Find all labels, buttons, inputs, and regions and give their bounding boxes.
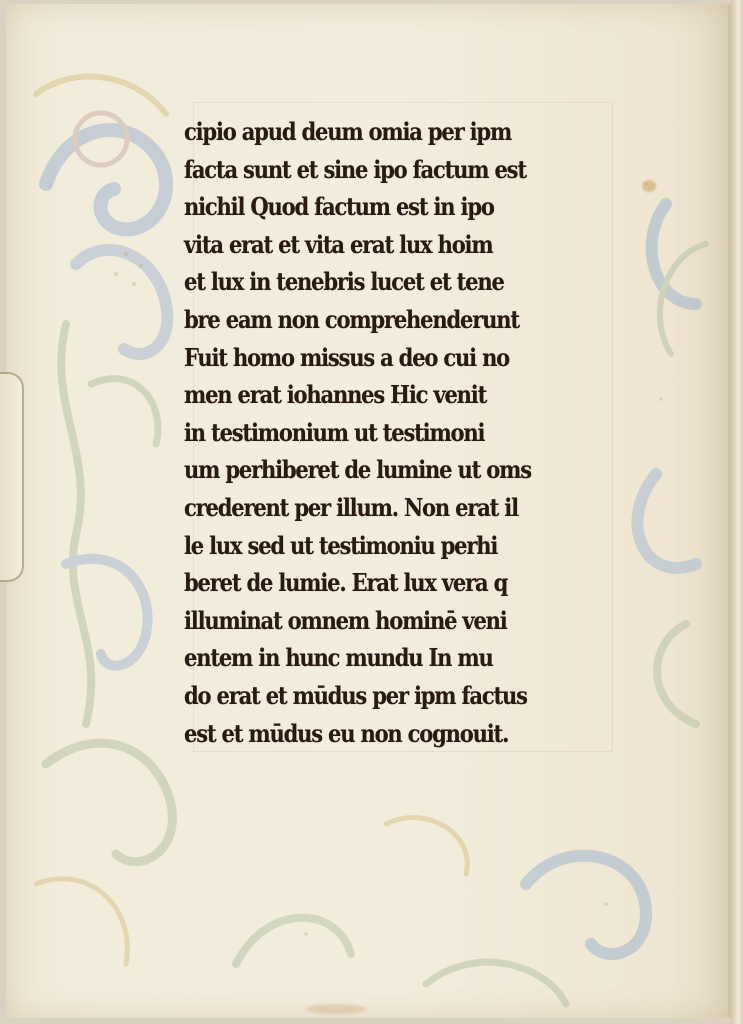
text-line: le lux sed ut testimoniu perhi: [184, 530, 498, 560]
text-line: cipio apud deum omia per ipm: [184, 117, 512, 146]
text-line: beret de lumie. Erat lux vera q: [184, 568, 508, 598]
text-line: vita erat et vita erat lux hoim: [184, 229, 493, 259]
text-line: crederent per illum. Non erat il: [184, 492, 518, 522]
text-line: est et mūdus eu non cognouit.: [184, 718, 509, 748]
binding-tab: [0, 372, 24, 582]
text-line: do erat et mūdus per ipm factus: [184, 680, 527, 710]
text-line: nichil Quod factum est in ipo: [184, 192, 494, 222]
next-page-edge: [731, 0, 743, 1024]
foxing-stain: [306, 1004, 366, 1014]
manuscript-text-block: [184, 113, 614, 752]
text-line: bre eam non comprehenderunt: [184, 304, 519, 334]
text-line: et lux in tenebris lucet et tene: [184, 267, 504, 297]
text-line: facta sunt et sine ipo factum est: [184, 154, 526, 184]
text-line: Fuit homo missus a deo cui no: [184, 342, 510, 372]
text-line: in testimonium ut testimoni: [184, 417, 485, 447]
foxing-stain: [642, 180, 656, 192]
text-line: um perhiberet de lumine ut oms: [184, 455, 531, 485]
text-line: illuminat omnem hominē veni: [184, 605, 507, 635]
text-line: entem in hunc mundu In mu: [184, 643, 493, 673]
text-line: men erat iohannes Hic venit: [184, 380, 487, 410]
